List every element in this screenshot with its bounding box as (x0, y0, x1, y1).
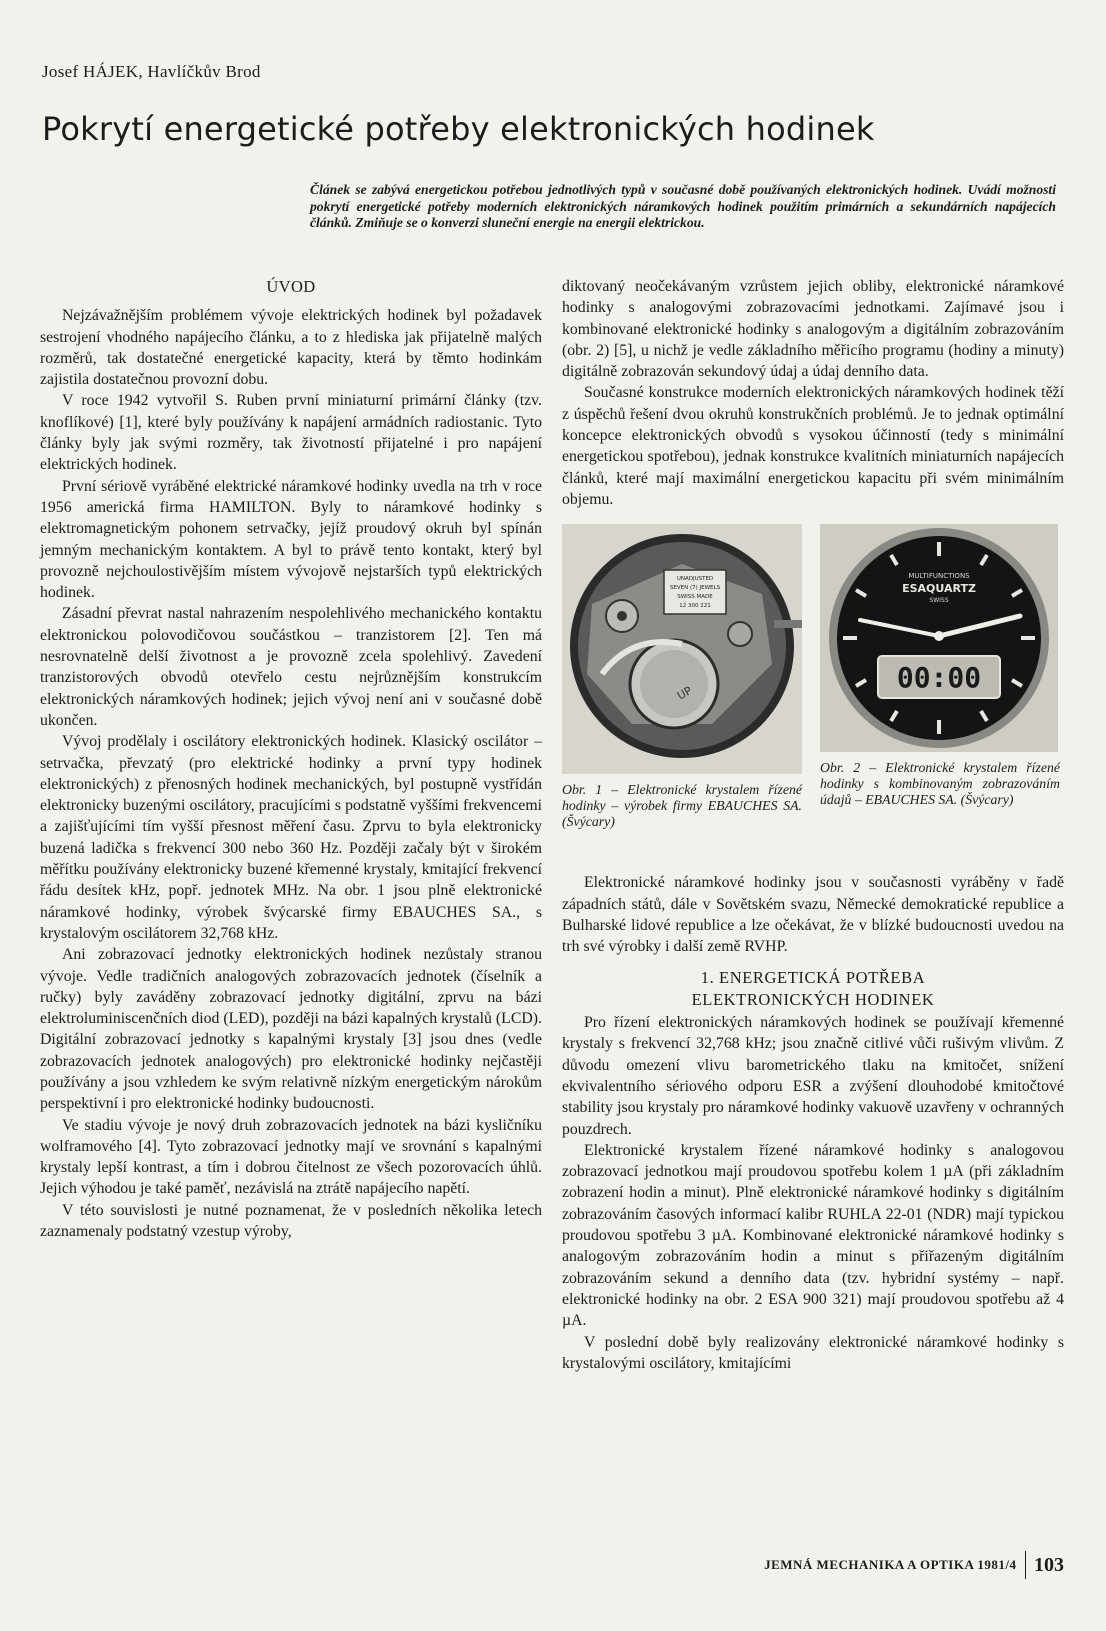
figure-1-photo (562, 524, 802, 774)
paragraph: diktovaný neočekávaným vzrůstem jejich obliby, elektronické náramkové hodinky s analogovými zobrazovacími jednotkami. Zajímavé jsou i kombinované elektronické hodinky s analogovým a digitálním zobrazováním (obr. 2) [5], u nichž je vedle základního měřicího programu (hodiny a minuty) digitálně zobrazován sekundový údaj a údaj denního data. (562, 278, 1064, 381)
figures-area (562, 524, 1064, 862)
figure-2-caption: Obr. 2 – Elektronické krystalem řízené hodinky s kombinovaným zobrazováním údajů – EBAUCHES SA. (Švýcary) (820, 760, 1060, 808)
section-heading-1 (562, 967, 1064, 1010)
paragraph: V roce 1942 vytvořil S. Ruben první miniaturní primární články (tzv. knoflíkové) [1], které byly používány k napájení armádních radiostanic. Tyto články byly jak svými rozměry, tak životností přijatelné i pro napájení elektrických hodinek. (40, 392, 542, 474)
section-heading-line: ELEKTRONICKÝCH HODINEK (691, 989, 935, 1009)
movement-text: UNADJUSTED (676, 576, 714, 583)
article-title: Pokrytí energetické potřeby elektronických hodinek (42, 110, 875, 148)
figure-1-caption: Obr. 1 – Elektronické krystalem řízené hodinky – výrobek firmy EBAUCHES SA. (Švýcary) (562, 782, 802, 830)
section-heading-uvod: ÚVOD (266, 277, 316, 296)
section-heading-line: 1. ENERGETICKÁ POTŘEBA (700, 968, 926, 988)
page-number: 103 (1034, 1553, 1064, 1576)
dial-text: SWISS (929, 597, 949, 605)
battery-label: UP (675, 684, 695, 703)
paragraph: Pro řízení elektronických náramkových hodinek se používají křemenné krystaly s frekvencí 32,768 kHz; jsou značně citlivé vůči rušivým vlivům. Z důvodu omezení vlivu barometrického tlaku na kmitočet, snížení ekvivalentního sériového odporu ESR a zvýšení dlouhodobé kmitočtové stability jsou krystaly pro náramkové hodinky vakuově uzavřeny v ochranných pouzdrech. (562, 1014, 1064, 1138)
movement-text: 12 300 221 (679, 603, 711, 610)
paragraph: Elektronické náramkové hodinky jsou v současnosti vyráběny v řadě západních států, dále v Sovětském svazu, Německé demokratické republice a Bulharské lidové republice a lze očekávat, že v blízké budoucnosti uvedou na trh své výrobky i další země RVHP. (562, 874, 1064, 956)
watch-dial-image (820, 524, 1058, 752)
author-line: Josef HÁJEK, Havlíčkův Brod (42, 62, 261, 81)
watch-movement-image (562, 524, 802, 774)
paragraph: Současné konstrukce moderních elektronických náramkových hodinek těží z úspěchů řešení dvou okruhů konstrukčních problémů. Je to jednak optimální koncepce elektronických obvodů s vysokou účinností (tedy s minimální energetickou spotřebou), jednak konstrukce kvalitních miniaturních napájecích článků, které mají maximální energetickou kapacitu při svém minimálním objemu. (562, 384, 1064, 508)
lcd-time: 00:00 (896, 661, 982, 695)
paragraph: Zásadní převrat nastal nahrazením nespolehlivého mechanického kontaktu elektronickou polovodičovou součástkou – tranzistorem [2]. Ten má nesrovnatelně delší životnost a je provozně zcela spolehlivý. Zavedení tranzistorových obvodů otevřelo cestu nejrůznějším konstrukcím elektronických náramkových hodinek; jejich vývoj není ani v současné době ukončen. (40, 605, 542, 729)
footer-divider (1025, 1551, 1027, 1579)
dial-brand: ESAQUARTZ (902, 582, 976, 596)
figure-2-photo (820, 524, 1058, 752)
paragraph: Elektronické krystalem řízené náramkové hodinky s analogovou zobrazovací jednotkou mají proudovou spotřebu kolem 1 µA (při základním zobrazení hodin a minut). Plně elektronické náramkové hodinky s digitálním zobrazováním časových informací kalibr RUHLA 22-01 (NDR) mají typickou proudovou spotřebu 3 µA. Kombinované elektronické náramkové hodinky s analogovým zobrazováním hodin a minut s přiřazeným digitálním zobrazováním sekund a denního data (tzv. hybridní systémy – např. elektronické hodinky na obr. 2 ESA 900 321) mají proudovou spotřebu až 4 µA. (562, 1141, 1064, 1330)
paragraph: Nejzávažnějším problémem vývoje elektrických hodinek byl požadavek sestrojení vhodného napájecího článku, a to z hlediska jak přijatelně malých rozměrů, tak dostatečné energetické kapacity, která by těmto hodinkám zajistila dostatečnou provozní dobu. (40, 307, 542, 389)
journal-name: JEMNÁ MECHANIKA A OPTIKA 1981/4 (764, 1557, 1017, 1572)
page-footer (764, 1548, 1064, 1582)
paragraph: První sériově vyráběné elektrické náramkové hodinky uvedla na trh v roce 1956 americká firma HAMILTON. Byly to náramkové hodinky s elektromagnetickým pohonem setrvačky, jejíž proudový okruh byl spínán jemným mechanickým kontaktem. A byl to právě tento kontakt, který byl provozně nejchoulostivějším místem vývojově nejstarších typů elektrických hodinek. (40, 477, 542, 602)
left-column (40, 276, 542, 1242)
right-column (562, 276, 1064, 1374)
paragraph: Ani zobrazovací jednotky elektronických hodinek nezůstaly stranou vývoje. Vedle tradičních analogových zobrazovacích jednotek (číselník a ručky) byly zaváděny zobrazovací jednotky digitální, zprvu na bázi elektroluminiscenčních diod (LED), později na bázi kapalných krystalů (LCD). Digitální zobrazovací jednotky s kapalnými krystaly [3] jsou dnes (vedle zobrazovacích jednotek analogových) pro elektronické hodinky nejčastěji používány a jsou vzhledem ke svým relativně nízkým energetickým nárokům perspektivní i pro elektronické hodinky budoucnosti. (40, 946, 542, 1113)
paragraph: V poslední době byly realizovány elektronické náramkové hodinky s krystalovými oscilátory, kmitajícími (562, 1333, 1064, 1372)
movement-text: SWISS MADE (677, 594, 713, 601)
paragraph: V této souvislosti je nutné poznamenat, že v posledních několika letech zaznamenaly podstatný vzestup výroby, (40, 1201, 542, 1241)
abstract: Článek se zabývá energetickou potřebou jednotlivých typů v současné době používaných elektronických hodinek. Uvádí možnosti pokrytí energetické potřeby moderních elektronických náramkových hodinek použitím primárních a sekundárních napájecích článků. Zmiňuje se o konverzi sluneční energie na energii elektrickou. (310, 182, 1056, 230)
dial-text: MULTIFUNCTIONS (908, 572, 970, 581)
paragraph: Ve stadiu vývoje je nový druh zobrazovacích jednotek na bázi kysličníku wolframového [4]. Tyto zobrazovací jednotky mají ve srovnání s kapalnými krystaly lepší kontrast, a tím i dobrou čitelnost ze všech pozorovacích úhlů. Jejich výhodou je také paměť, nezávislá na ztrátě napájecího napětí. (40, 1116, 542, 1198)
paragraph: Vývoj prodělaly i oscilátory elektronických hodinek. Klasický oscilátor – setrvačka, převzatý (pro elektrické hodinky a první typy hodinek elektronických) z přenosných hodinek mechanických, byl postupně vystřídán elektronicky buzenými oscilátory, pracujícími s podstatně vyššími frekvencemi a zajišťujícími tím vyšší přesnost měření času. Zprvu to byla elektronicky buzená ladička s frekvencí 300 nebo 360 Hz. Později začaly být v širokém měřítku používány elektronicky buzené křemenné krystaly, kmitající frekvencí řádu desítek kHz, popř. jednotek MHz. Na obr. 1 jsou plně elektronické náramkové hodinky, výrobek švýcarské firmy EBAUCHES SA., s krystalovým oscilátorem 32,768 kHz. (40, 733, 542, 942)
movement-text: SEVEN (7) JEWELS (669, 585, 721, 592)
